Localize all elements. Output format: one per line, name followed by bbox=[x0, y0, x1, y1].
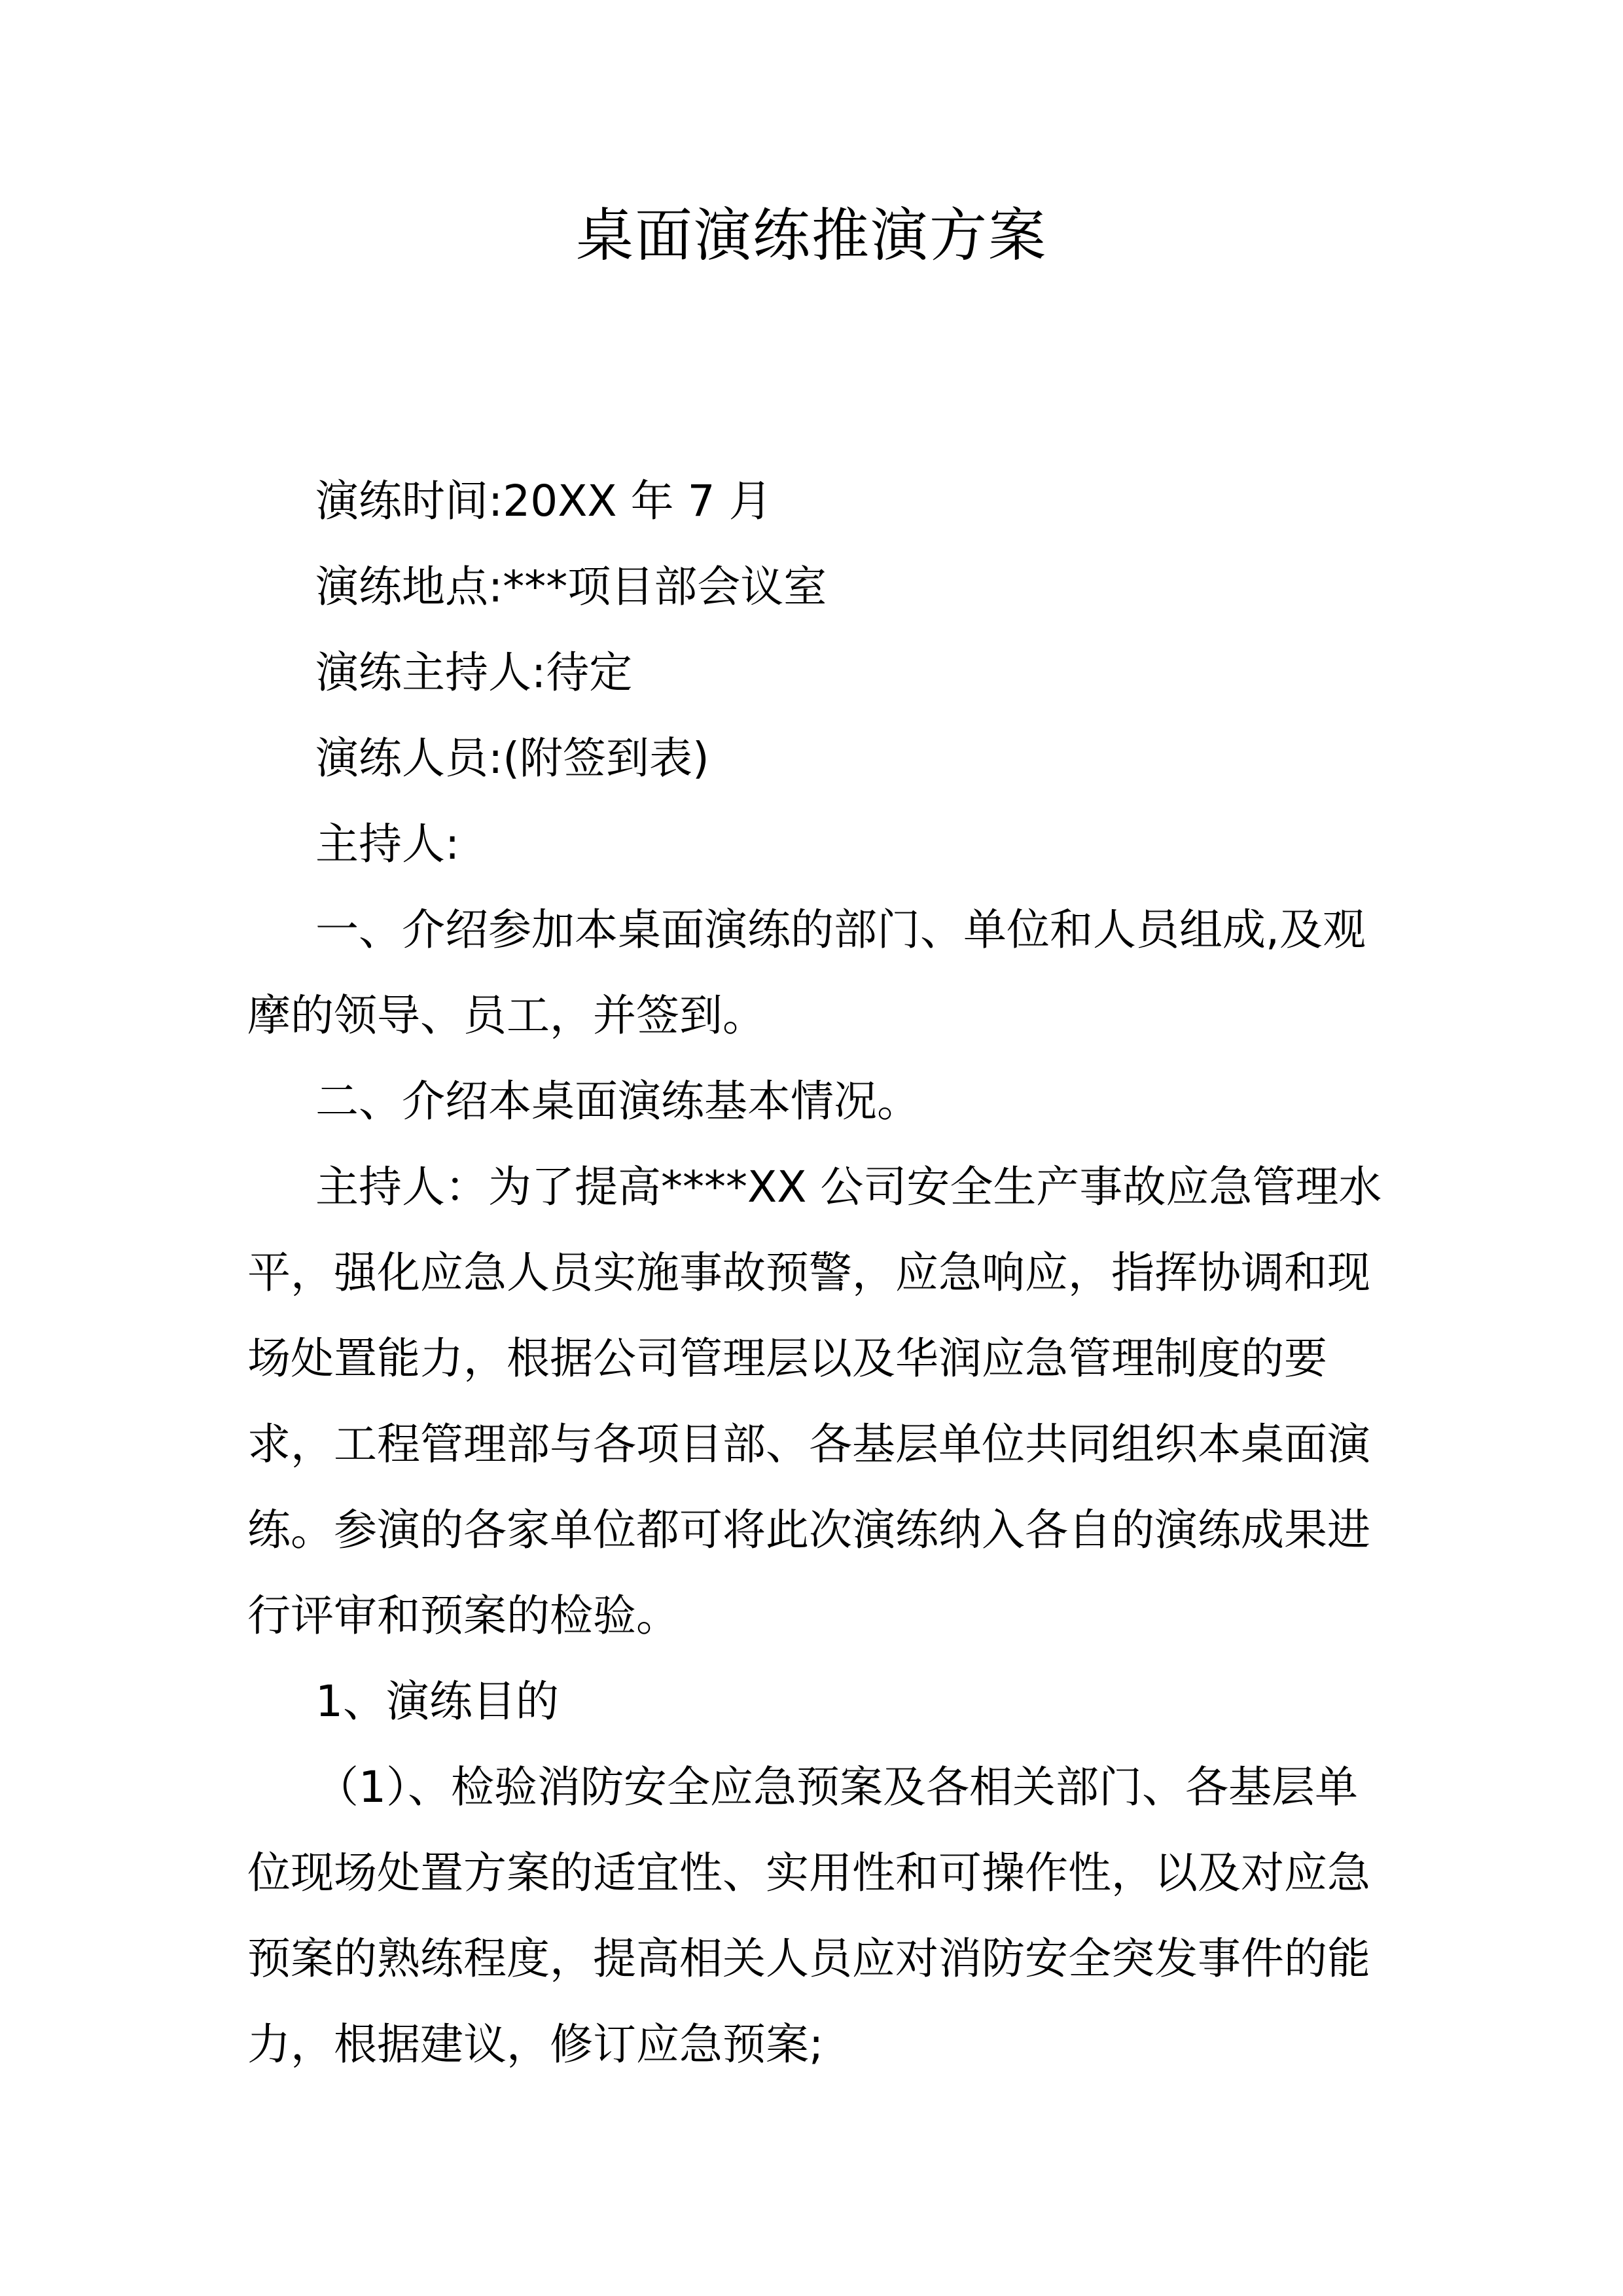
paragraph-drill-personnel: 演练人员:(附签到表) bbox=[315, 733, 709, 783]
document-body bbox=[247, 458, 1399, 2087]
paragraph-drill-host: 演练主持人:待定 bbox=[315, 647, 633, 698]
paragraph-host-speech: 主持人：为了提高****XX 公司安全生产事故应急管理水平，强化应急人员实施事故预警，应急响应，指挥协调和现场处置能力，根据公司管理层以及华润应急管理制度的要求，工程管理部与各项目部、各基层单位共同组织本桌面演练。参演的各家单位都可将此次演练纳入各自的演练成果进行评审和预案的检验。 bbox=[247, 1162, 1382, 1641]
document-title: 桌面演练推演方案 bbox=[575, 202, 1047, 269]
paragraph-section-one: 一、介绍参加本桌面演练的部门、单位和人员组成,及观摩的领导、员工，并签到。 bbox=[247, 905, 1366, 1041]
paragraph-section-two: 二、介绍本桌面演练基本情况。 bbox=[315, 1076, 920, 1126]
paragraph-purpose-item-1: （1）、检验消防安全应急预案及各相关部门、各基层单位现场处置方案的适宜性、实用性和可操作性，以及对应急预案的熟练程度，提高相关人员应对消防安全突发事件的能力，根据建议，修订应急预案; bbox=[247, 1762, 1370, 2070]
paragraph-drill-purpose-heading: 1、演练目的 bbox=[315, 1676, 559, 1727]
paragraph-host-label: 主持人: bbox=[315, 819, 460, 869]
paragraph-drill-time: 演练时间:20XX 年 7 月 bbox=[315, 476, 772, 526]
paragraph-drill-location: 演练地点:***项目部会议室 bbox=[315, 562, 827, 612]
